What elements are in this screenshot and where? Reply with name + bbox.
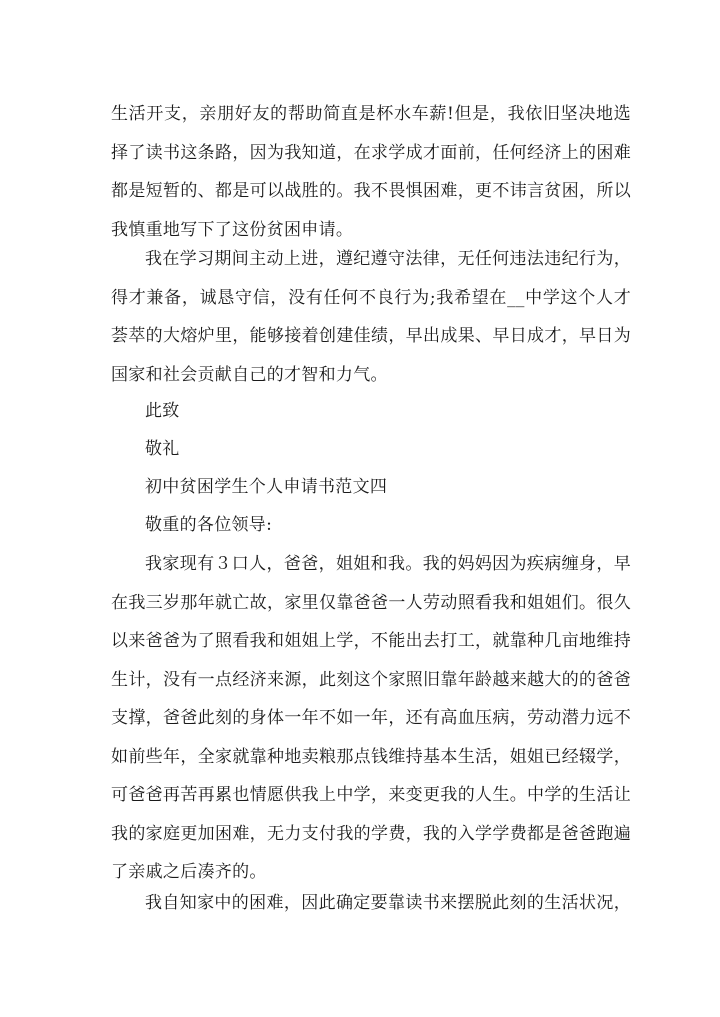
paragraph-line: 得才兼备，诚恳守信，没有任何不良行为;我希望在__中学这个人才 (111, 287, 631, 308)
paragraph-line: 都是短暂的、都是可以战胜的。我不畏惧困难，更不讳言贫困，所以 (111, 181, 631, 201)
paragraph-line: 我在学习期间主动上进，遵纪遵守法律，无任何违法违纪行为， (145, 249, 631, 269)
paragraph-2 (111, 240, 631, 394)
paragraph-line: 我自知家中的困难，因此确定要靠读书来摆脱此刻的生活状况， (145, 893, 631, 913)
paragraph-line: 我的家庭更加困难，无力支付我的学费，我的入学学费都是爸爸跑遍 (111, 823, 631, 844)
paragraph-line: 择了读书这条路，因为我知道，在求学成才面前，任何经济上的困难 (111, 142, 631, 163)
paragraph-line: 荟萃的大熔炉里，能够接着创建佳绩，早出成果、早日成才，早日为 (111, 326, 631, 346)
paragraph-line: 国家和社会贡献自己的才智和力气。 (111, 364, 388, 385)
closing-ci-zhi: 此致 (145, 401, 180, 421)
paragraph-1 (111, 95, 631, 249)
paragraph-line: 生计，没有一点经济来源，此刻这个家照旧靠年龄越来越大的的爸爸 (111, 669, 631, 690)
paragraph-line: 如前些年，全家就靠种地卖粮那点钱维持基本生活，姐姐已经辍学， (111, 746, 631, 767)
paragraph-line: 在我三岁那年就亡故，家里仅靠爸爸一人劳动照看我和姐姐们。很久 (111, 592, 631, 613)
paragraph-line: 生活开支，亲朋好友的帮助简直是杯水车薪!但是，我依旧坚决地选 (111, 104, 631, 124)
section-title: 初中贫困学生个人申请书范文四 (145, 477, 388, 497)
closing-jing-li: 敬礼 (145, 439, 180, 459)
paragraph-line: 支撑，爸爸此刻的身体一年不如一年，还有高血压病，劳动潜力远不 (111, 708, 631, 728)
paragraph-3 (111, 545, 631, 892)
paragraph-line: 我家现有３口人，爸爸，姐姐和我。我的妈妈因为疾病缠身，早 (145, 554, 631, 574)
paragraph-line: 以来爸爸为了照看我和姐姐上学，不能出去打工，就靠种几亩地维持 (111, 631, 631, 651)
paragraph-line: 可爸爸再苦再累也情愿供我上中学，来变更我的人生。中学的生活让 (111, 785, 631, 805)
paragraph-line: 了亲戚之后凑齐的。 (111, 862, 267, 882)
paragraph-4 (111, 884, 631, 923)
paragraph-line: 我慎重地写下了这份贫困申请。 (111, 219, 354, 240)
salutation: 敬重的各位领导: (145, 515, 273, 535)
